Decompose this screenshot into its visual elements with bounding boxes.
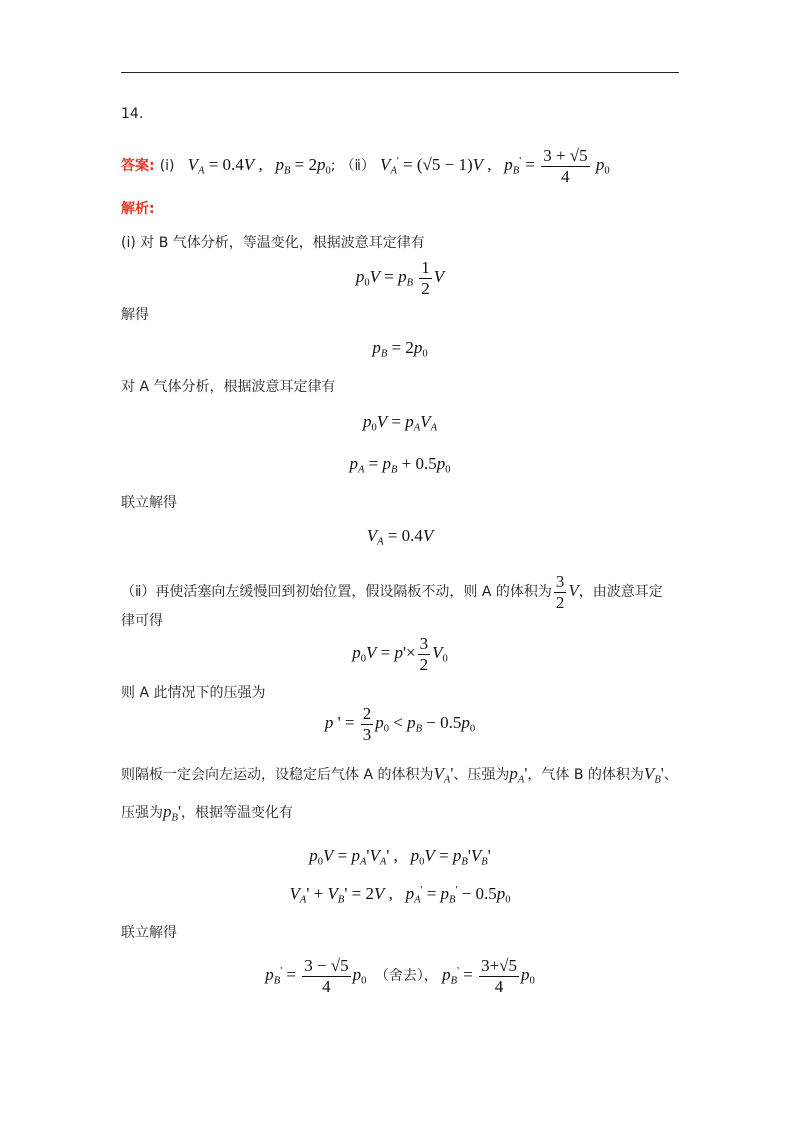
analysis-line-9: 压强为$p_B'$，根据等温变化有 bbox=[121, 802, 294, 824]
analysis-label: 解析: bbox=[121, 201, 155, 217]
answer-label: 答案: bbox=[121, 157, 155, 174]
equation-8: $p_0V = p_A'V_A'$ , $p_0V = p_B'V_B'$ bbox=[309, 846, 491, 868]
equation-4: $p_A = p_B + 0.5p_0$ bbox=[349, 454, 451, 476]
fraction-pos-root: $\frac{3+√5}{4}$ bbox=[481, 956, 517, 996]
line8-text-d: 、 bbox=[663, 767, 678, 783]
analysis-line-7: 则 A 此情况下的压强为 bbox=[121, 685, 266, 701]
fraction-half: $\frac{1}{2}$ bbox=[421, 258, 430, 298]
line8-text-c: ，气体 B 的体积为 bbox=[527, 767, 644, 783]
answer-line: 答案: (i) $V_A = 0.4V$ , $p_B = 2p_0$; （ⅱ） $V_A' = (√5 - 1)V$ , $p_B'$ = $\frac{3 + √5}{4}$ $p_0$ bbox=[121, 146, 610, 186]
line9-text-b: ，根据等温变化有 bbox=[181, 805, 294, 821]
equation-9: $V_A' + V_B' = 2V$ , $p_A' = p_B' - 0.5p_0$ bbox=[289, 884, 511, 906]
answer-va: = 0.4 bbox=[208, 154, 244, 174]
line8-text-a: 则隔板一定会向左运动，设稳定后气体 A 的体积为 bbox=[121, 767, 434, 783]
discard-note: （舍去）， bbox=[374, 967, 438, 984]
equation-7: p ' = $\frac{2}{3}$ $p_0 < p_B - 0.5p_0$ bbox=[324, 704, 476, 744]
header-rule bbox=[121, 72, 679, 73]
line8-text-b: 、压强为 bbox=[453, 767, 510, 783]
equation-6: $p_0V = p'\times$ $\frac{3}{2}$ $V_0$ bbox=[352, 634, 448, 674]
fraction-neg-root: $\frac{3 - √5}{4}$ bbox=[304, 956, 349, 996]
analysis-line-8: 则隔板一定会向左运动，设稳定后气体 A 的体积为$V_A'$、压强为$p_A'$，气体 B 的体积为$V_B'$、 bbox=[121, 764, 678, 786]
analysis-line-4: 联立解得 bbox=[121, 495, 177, 511]
answer-part1: (i) bbox=[159, 157, 175, 174]
answer-va-prime: = (√5 − 1) bbox=[403, 154, 473, 174]
equation-3: $p_0V = p_AV_A$ bbox=[362, 412, 437, 434]
fraction-three-half-2: $\frac{3}{2}$ bbox=[419, 634, 429, 674]
answer-pb-prime-fraction: $\frac{3 + √5}{4}$ bbox=[543, 146, 588, 186]
line5-text-b: ，由波意耳定 bbox=[578, 583, 663, 600]
equation-1: $p_0V = p_B$ $\frac{1}{2}$ V bbox=[355, 258, 445, 298]
answer-sep: ; bbox=[330, 157, 336, 174]
fraction-three-half: $\frac{3}{2}$ bbox=[555, 572, 565, 612]
line5-text-a: （ⅱ）再使活塞向左缓慢回到初始位置，假设隔板不动，则 A 的体积为 bbox=[121, 583, 552, 600]
analysis-line-10: 联立解得 bbox=[121, 925, 177, 941]
analysis-line-1: (i) 对 B 气体分析，等温变化，根据波意耳定律有 bbox=[121, 235, 425, 251]
analysis-line-2: 解得 bbox=[121, 307, 149, 323]
answer-pb: = 2 bbox=[294, 154, 317, 174]
problem-number: 14. bbox=[121, 106, 144, 122]
analysis-line-3: 对 A 气体分析，根据波意耳定律有 bbox=[121, 379, 336, 395]
answer-part2: （ⅱ） bbox=[340, 157, 375, 174]
analysis-line-6: 律可得 bbox=[121, 613, 163, 629]
fraction-two-third: $\frac{2}{3}$ bbox=[362, 704, 372, 744]
analysis-line-5: （ⅱ）再使活塞向左缓慢回到初始位置，假设隔板不动，则 A 的体积为 $\frac{3}{2}$ V，由波意耳定 bbox=[121, 572, 663, 612]
equation-5: $V_A = 0.4V$ bbox=[366, 526, 434, 548]
equation-10: $p_B'$ = $\frac{3 - √5}{4}$ $p_0$ （舍去）， $p_B'$ = $\frac{3+√5}{4}$ $p_0$ bbox=[265, 956, 535, 996]
equation-2: $p_B = 2p_0$ bbox=[372, 338, 428, 360]
line9-text-a: 压强为 bbox=[121, 805, 163, 821]
